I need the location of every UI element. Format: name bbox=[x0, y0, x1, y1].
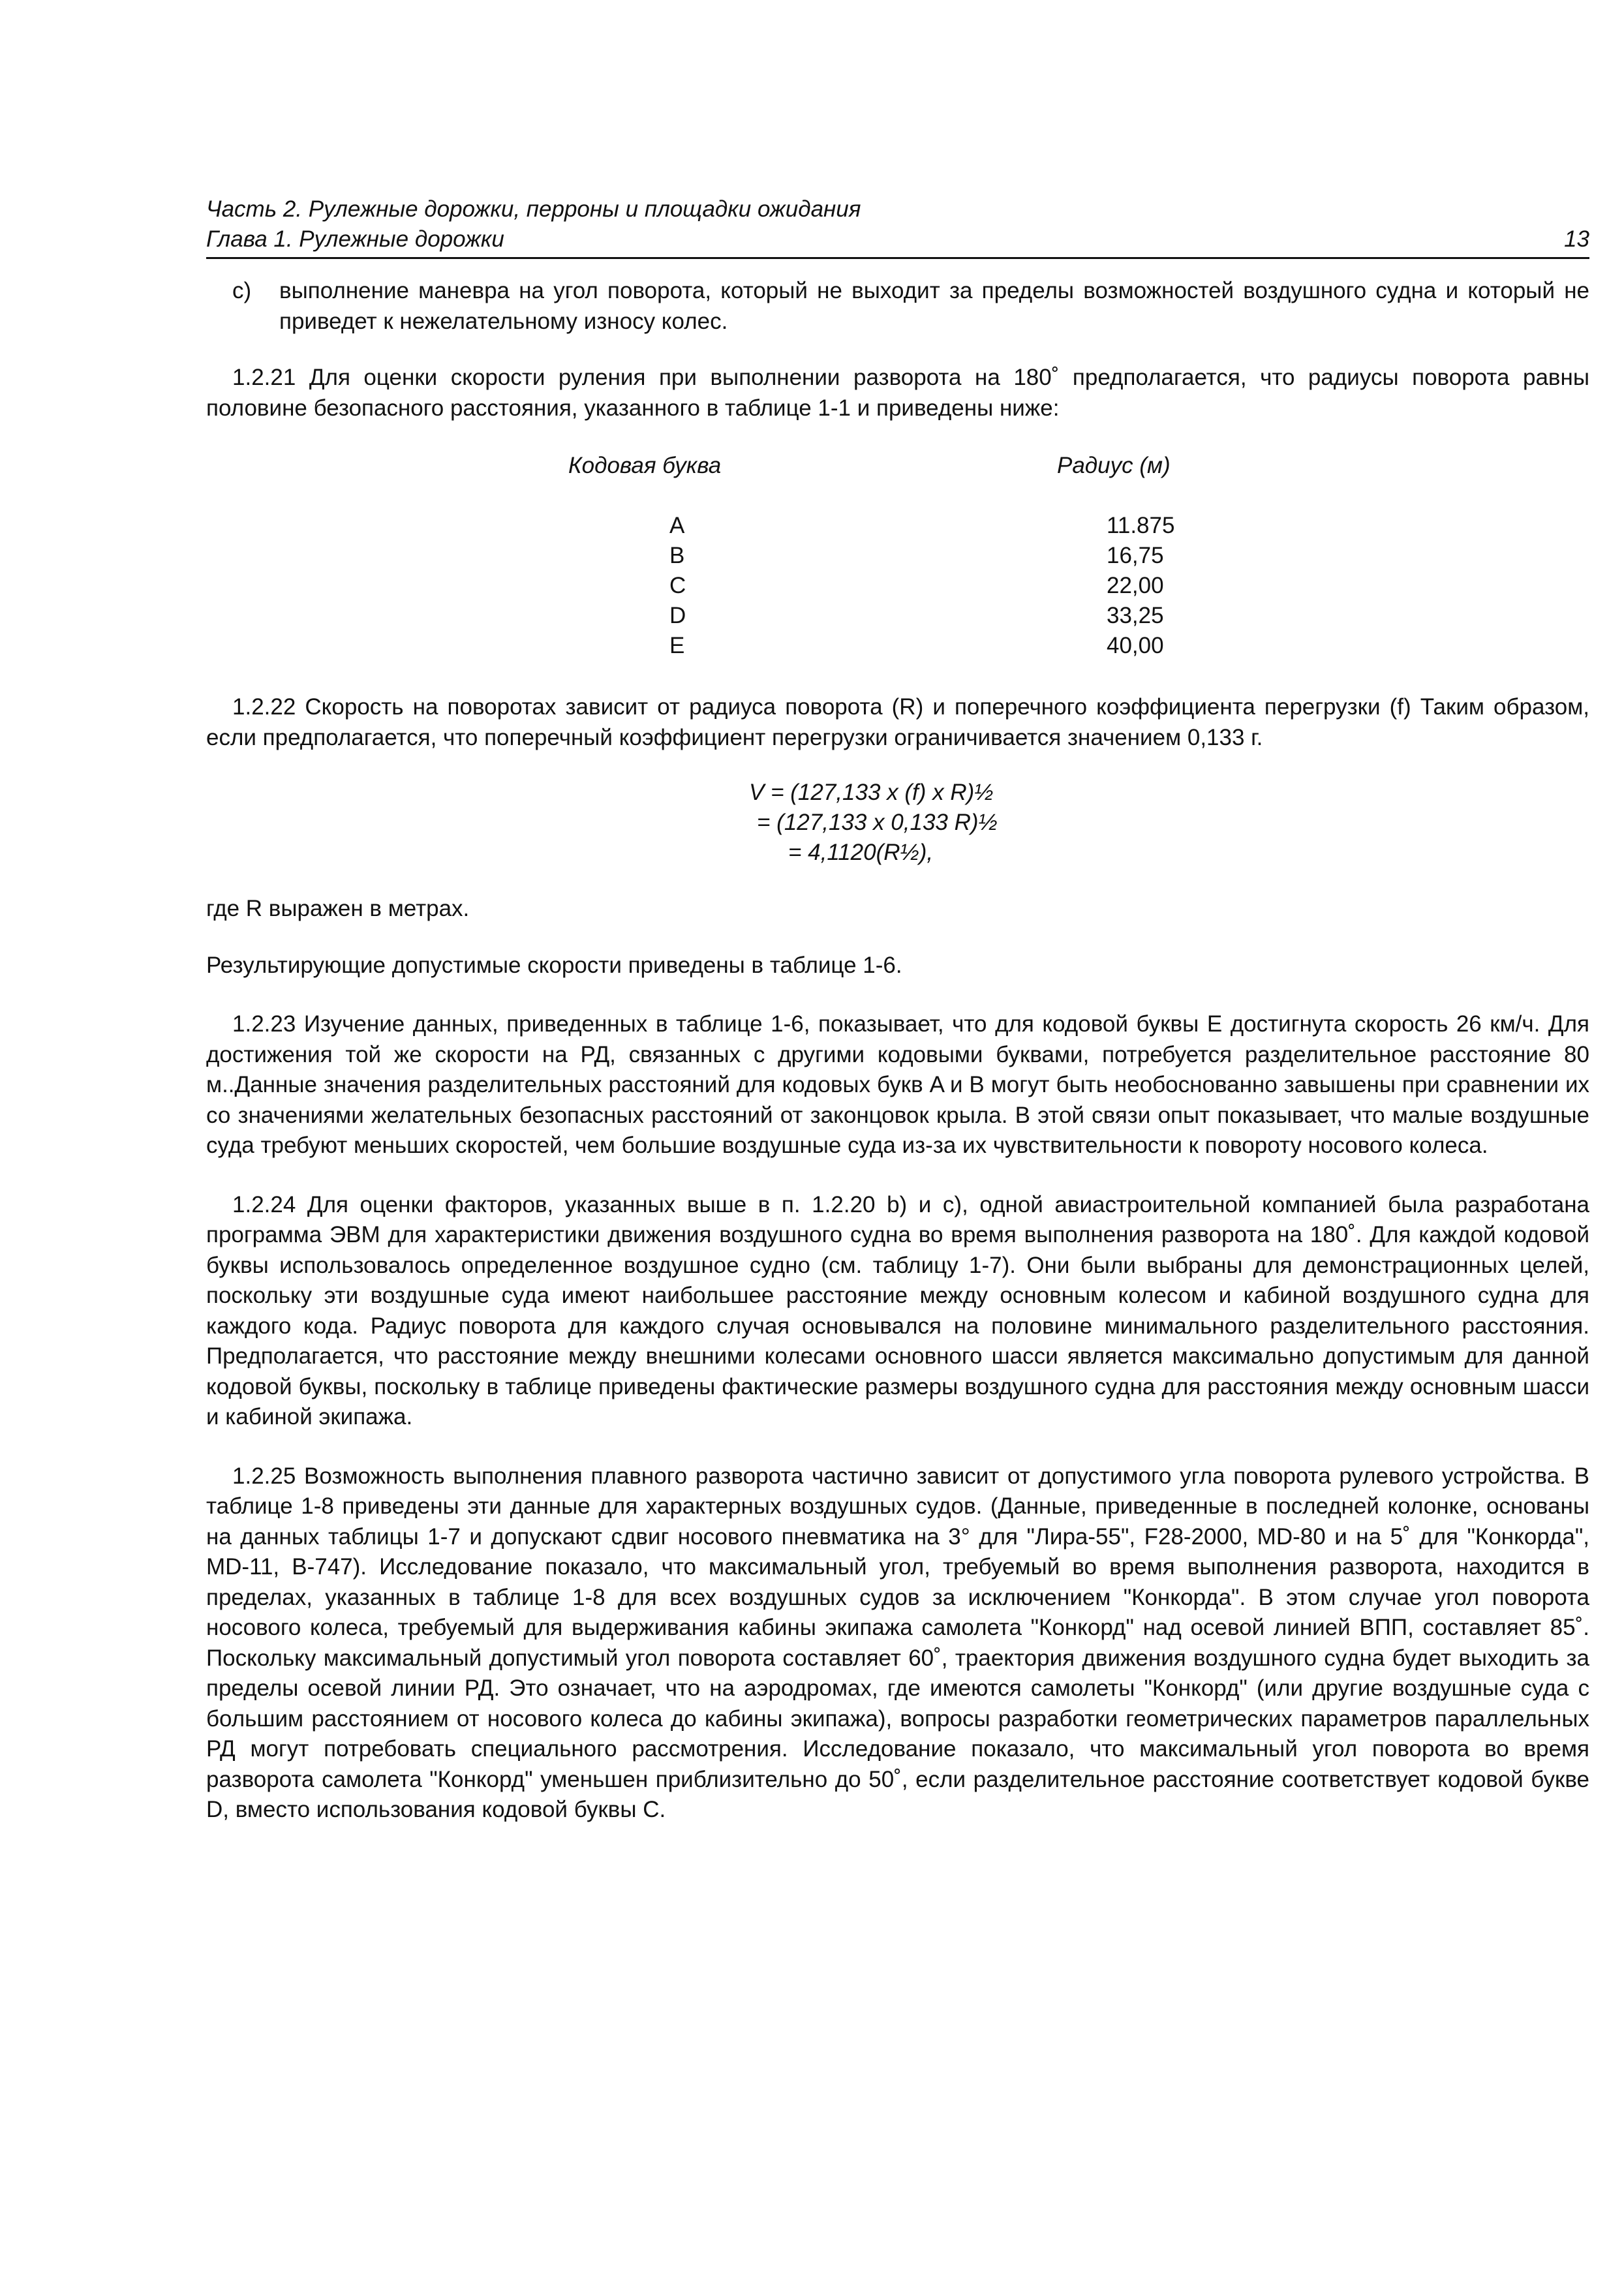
paragraph-1-2-25: 1.2.25 Возможность выполнения плавного разворота частично зависит от допустимого угла поворота рулевого устройства. В таблице 1-8 приведены эти данные для характерных воздушных судов. (Данные, приведенные в последней колонке, основаны на данных таблицы 1-7 и допускают сдвиг носового пневматика на 3° для "Лира-55", F28-2000, MD-80 и на 5˚ для "Конкорда", MD-11, B-747). Исследование показало, что максимальный угол, требуемый во время выполнения разворота, находится в пределах, указанных в таблице 1-8 для всех воздушных судов за исключением "Конкорда". В этом случае угол поворота носового колеса, требуемый для выдерживания кабины экипажа самолета "Конкорд" над осевой линией ВПП, составляет 85˚. Поскольку максимальный допустимый угол поворота составляет 60˚, траектория движения воздушного судна будет выходить за пределы осевой линии РД. Это означает, что на аэродромах, где имеются самолеты "Конкорд" (или другие воздушные суда с большим расстоянием от носового колеса до кабины экипажа), вопросы разработки геометрических параметров параллельных РД могут потребовать специального рассмотрения. Исследование показало, что максимальный угол поворота во время разворота самолета "Конкорд" уменьшен приблизительно до 50˚, если разделительное расстояние соответствует кодовой букве D, вместо использования кодовой буквы C. bbox=[206, 1463, 1589, 1822]
paragraph-1-2-24: 1.2.24 Для оценки факторов, указанных выше в п. 1.2.20 b) и c), одной авиастроительной компанией была разработана программа ЭВМ для характеристики движения воздушного судна во время выполнения разворота на 180˚. Для каждой кодовой буквы использовалось определенное воздушное судно (см. таблицу 1-7). Они были выбраны для демонстрационных целей, поскольку эти воздушные суда имеют наибольшее расстояние между основным колесом и кабиной воздушного судна для каждого кода. Радиус поворота для каждого случая основывался на половине минимального разделительного расстояния. Предполагается, что расстояние между внешними колесами основного шасси является максимально допустимым для данной кодовой буквы, поскольку в таблице приведены фактические размеры воздушного судна для расстояния между основным шасси и кабиной экипажа. bbox=[206, 1191, 1589, 1429]
table-cell-radius: 22,00 bbox=[1107, 573, 1164, 598]
paragraph-where: где R выражен в метрах. bbox=[206, 896, 470, 921]
list-item-c bbox=[206, 276, 1589, 337]
header-chapter-title: Глава 1. Рулежные дорожки bbox=[206, 226, 504, 252]
table-column-radii bbox=[1107, 511, 1174, 661]
paragraph-1-2-21: 1.2.21 Для оценки скорости руления при выполнении разворота на 180˚ предполагается, что радиусы поворота равны половине безопасного расстояния, указанного в таблице 1-1 и приведены ниже: bbox=[206, 365, 1589, 421]
paragraph-results: Результирующие допустимые скорости приведены в таблице 1-6. bbox=[206, 952, 902, 978]
document-page bbox=[206, 194, 1589, 1826]
page-header bbox=[206, 194, 1589, 254]
document-body bbox=[206, 276, 1589, 1826]
table-column-letters bbox=[669, 511, 686, 661]
speed-formula bbox=[749, 778, 1589, 868]
table-header-code-letter: Кодовая буква bbox=[568, 453, 722, 478]
header-rule bbox=[206, 257, 1589, 259]
list-item-text: выполнение маневра на угол поворота, который не выходит за пределы возможностей воздушного судна и который не приведет к нежелательному износу колес. bbox=[279, 278, 1589, 334]
table-cell-radius: 33,25 bbox=[1107, 603, 1164, 628]
table-cell-radius: 11.875 bbox=[1107, 513, 1175, 538]
paragraph-1-2-23: 1.2.23 Изучение данных, приведенных в таблице 1-6, показывает, что для кодовой буквы E достигнута скорость 26 км/ч. Для достижения той же скорости на РД, связанных с другими кодовыми буквами, потребуется разделительное расстояние 80 м..Данные значения разделительных расстояний для кодовых букв A и B могут быть необоснованно завышены при сравнении их со значениями желательных безопасных расстояний от законцовок крыла. В этой связи опыт показывает, что малые воздушные суда требуют меньших скоростей, чем большие воздушные суда из-за их чувствительности к повороту носового колеса. bbox=[206, 1011, 1589, 1158]
code-letter-radius-table bbox=[206, 451, 1589, 666]
formula-line-1: V = (127,133 x (f) x R)½ bbox=[749, 780, 994, 805]
table-cell-letter: C bbox=[669, 573, 686, 598]
table-cell-radius: 16,75 bbox=[1107, 543, 1164, 568]
table-cell-letter: A bbox=[669, 513, 685, 538]
paragraph-1-2-22: 1.2.22 Скорость на поворотах зависит от радиуса поворота (R) и поперечного коэффициента перегрузки (f) Таким образом, если предполагается, что поперечный коэффициент перегрузки ограничивается значением 0,133 г. bbox=[206, 694, 1589, 750]
header-part-title: Часть 2. Рулежные дорожки, перроны и площадки ожидания bbox=[206, 196, 861, 222]
formula-line-2: = (127,133 x 0,133 R)½ bbox=[757, 810, 998, 835]
page-number: 13 bbox=[1564, 226, 1589, 252]
table-cell-letter: E bbox=[669, 633, 685, 658]
list-item-marker: c) bbox=[232, 278, 252, 303]
table-header-radius: Радиус (м) bbox=[1057, 453, 1171, 478]
formula-line-3: = 4,1120(R½), bbox=[788, 840, 934, 865]
table-cell-radius: 40,00 bbox=[1107, 633, 1164, 658]
table-cell-letter: B bbox=[669, 543, 685, 568]
table-cell-letter: D bbox=[669, 603, 686, 628]
